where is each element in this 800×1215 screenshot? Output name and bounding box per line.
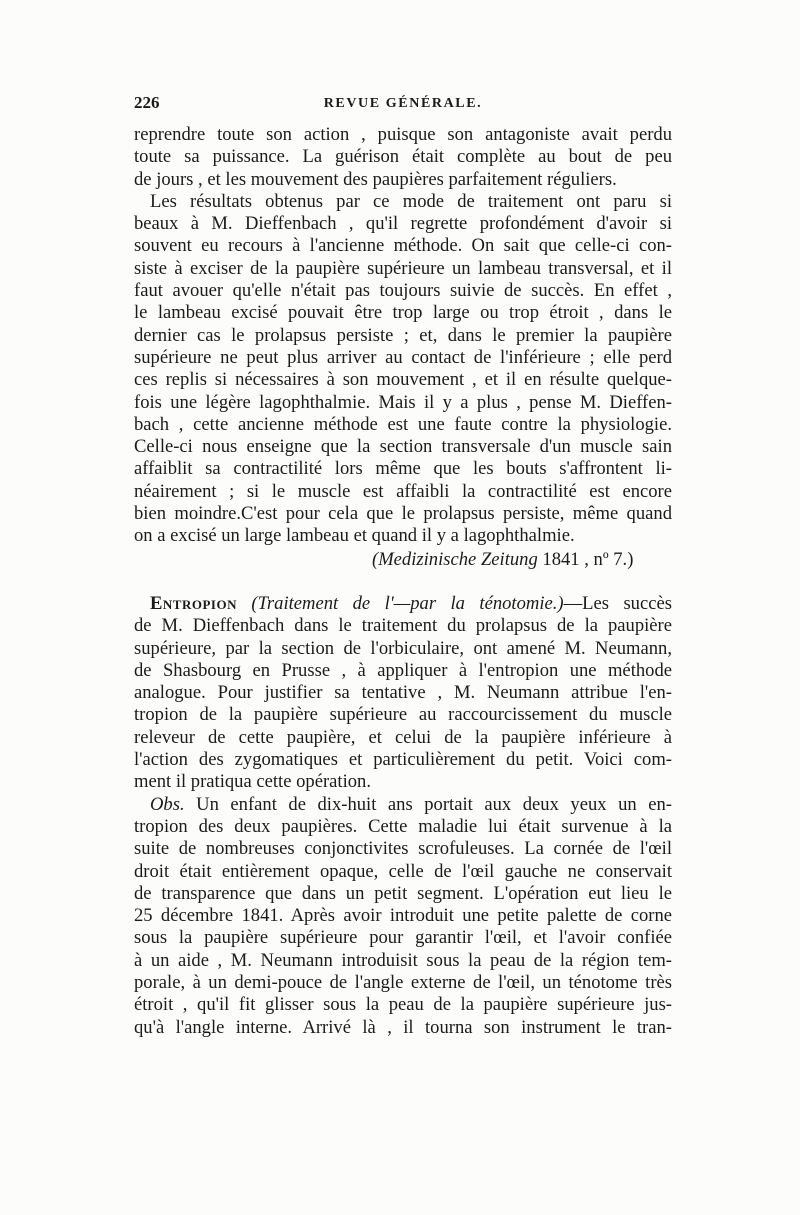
running-title: REVUE GÉNÉRALE. xyxy=(323,96,483,111)
text-line: étroit , qu'il fit glisser sous la peau de la paupière supérieure jus- xyxy=(134,994,672,1016)
text-line: faut avouer qu'elle n'était pas toujours suivie de succès. En effet , xyxy=(134,280,672,302)
text-line: sous la paupière supérieure pour garantir l'œil, et l'avoir confiée xyxy=(134,927,672,949)
text-line: bach , cette ancienne méthode est une faute contre la physiologie. xyxy=(134,413,672,435)
text-line: toute sa puissance. La guérison était complète au bout de peu xyxy=(134,146,672,168)
citation-journal: (Medizinische Zeitung xyxy=(372,548,538,570)
text-line: dernier cas le prolapsus persiste ; et, dans le premier la paupière xyxy=(134,324,672,346)
text-line: de transparence que dans un petit segment. L'opération eut lieu le xyxy=(134,882,672,904)
text-line: supérieure ne peut plus arriver au contact de l'inférieure ; elle perd xyxy=(134,346,672,368)
text-line: 25 décembre 1841. Après avoir introduit une petite palette de corne xyxy=(134,905,672,927)
paragraph-dieffenbach-results xyxy=(134,191,672,571)
text-line: analogue. Pour justifier sa tentative , M. Neumann attribue l'en- xyxy=(134,682,672,704)
citation-issue: 1841 , nº 7.) xyxy=(537,548,634,570)
observation-label: Obs. xyxy=(150,793,185,815)
text-line: le lambeau excisé pouvait être trop large ou trop étroit , dans le xyxy=(134,302,672,324)
text-line: souvent eu recours à l'ancienne méthode. On sait que celle-ci con- xyxy=(134,235,672,257)
observation-first-line xyxy=(134,794,672,816)
text-line: porale, à un demi-pouce de l'angle externe de l'œil, un ténotome très xyxy=(134,971,672,993)
paragraph-entropion xyxy=(134,593,672,794)
text-line: ment il pratiqua cette opération. xyxy=(134,771,371,793)
text-line: de Shasbourg en Prusse , à appliquer à l'entropion une méthode xyxy=(134,659,672,681)
text-line: droit était entièrement opaque, celle de l'œil gauche ne conservait xyxy=(134,860,672,882)
text-column xyxy=(134,92,672,1039)
text-line: Les résultats obtenus par ce mode de traitement ont paru si xyxy=(150,190,672,212)
section-heading-line xyxy=(134,593,672,615)
text-line: bien moindre.C'est pour cela que le prolapsus persiste, même quand xyxy=(134,503,672,525)
text-line: Celle-ci nous enseigne que la section transversale d'un muscle sain xyxy=(134,436,672,458)
paragraph-observation xyxy=(134,794,672,1039)
text-line: néairement ; si le muscle est affaibli la contractilité est encore xyxy=(134,480,672,502)
section-heading-label: Entropion xyxy=(150,592,237,614)
section-gap xyxy=(134,571,672,593)
page-number: 226 xyxy=(134,93,160,112)
text-line: tropion des deux paupières. Cette maladie lui était survenue à la xyxy=(134,815,672,837)
text-line: on a excisé un large lambeau et quand il y a lagophthalmie. xyxy=(134,525,575,547)
observation-first-line-text: Un enfant de dix-huit ans portait aux deux yeux un en- xyxy=(184,793,672,815)
text-line: affaiblit sa contractilité lors même que les bouts s'affrontent li- xyxy=(134,458,672,480)
text-line: ces replis si nécessaires à son mouvement , et il en résulte quelque- xyxy=(134,369,672,391)
text-line: tropion de la paupière supérieure au raccourcissement du muscle xyxy=(134,704,672,726)
text-line: qu'à l'angle interne. Arrivé là , il tourna son instrument le tran- xyxy=(134,1016,672,1038)
text-line: reprendre toute son action , puisque son antagoniste avait perdu xyxy=(134,124,672,145)
text-line: releveur de cette paupière, et celui de la paupière inférieure à xyxy=(134,726,672,748)
text-line: fois une légère lagophthalmie. Mais il y a plus , pense M. Dieffen- xyxy=(134,391,672,413)
text-line: l'action des zygomatiques et particulièrement du petit. Voici com- xyxy=(134,749,672,771)
citation xyxy=(372,549,672,571)
text-line: de M. Dieffenbach dans le traitement du prolapsus de la paupière xyxy=(134,615,672,637)
text-line: suite de nombreuses conjonctivites scrofuleuses. La cornée de l'œil xyxy=(134,838,672,860)
text-line: siste à exciser de la paupière supérieure un lambeau transversal, et il xyxy=(134,257,672,279)
running-head xyxy=(134,92,672,114)
paragraph-continuation xyxy=(134,124,672,191)
section-heading-rest: —Les succès xyxy=(563,592,672,614)
text-line: beaux à M. Dieffenbach , qu'il regrette profondément d'avoir si xyxy=(134,213,672,235)
section-heading-title: (Traitement de l'—par la ténotomie.) xyxy=(236,592,564,614)
text-line: à un aide , M. Neumann introduisit sous la peau de la région tem- xyxy=(134,949,672,971)
text-line: de jours , et les mouvement des paupières parfaitement réguliers. xyxy=(134,168,617,190)
text-line: supérieure, par la section de l'orbiculaire, ont amené M. Neumann, xyxy=(134,637,672,659)
